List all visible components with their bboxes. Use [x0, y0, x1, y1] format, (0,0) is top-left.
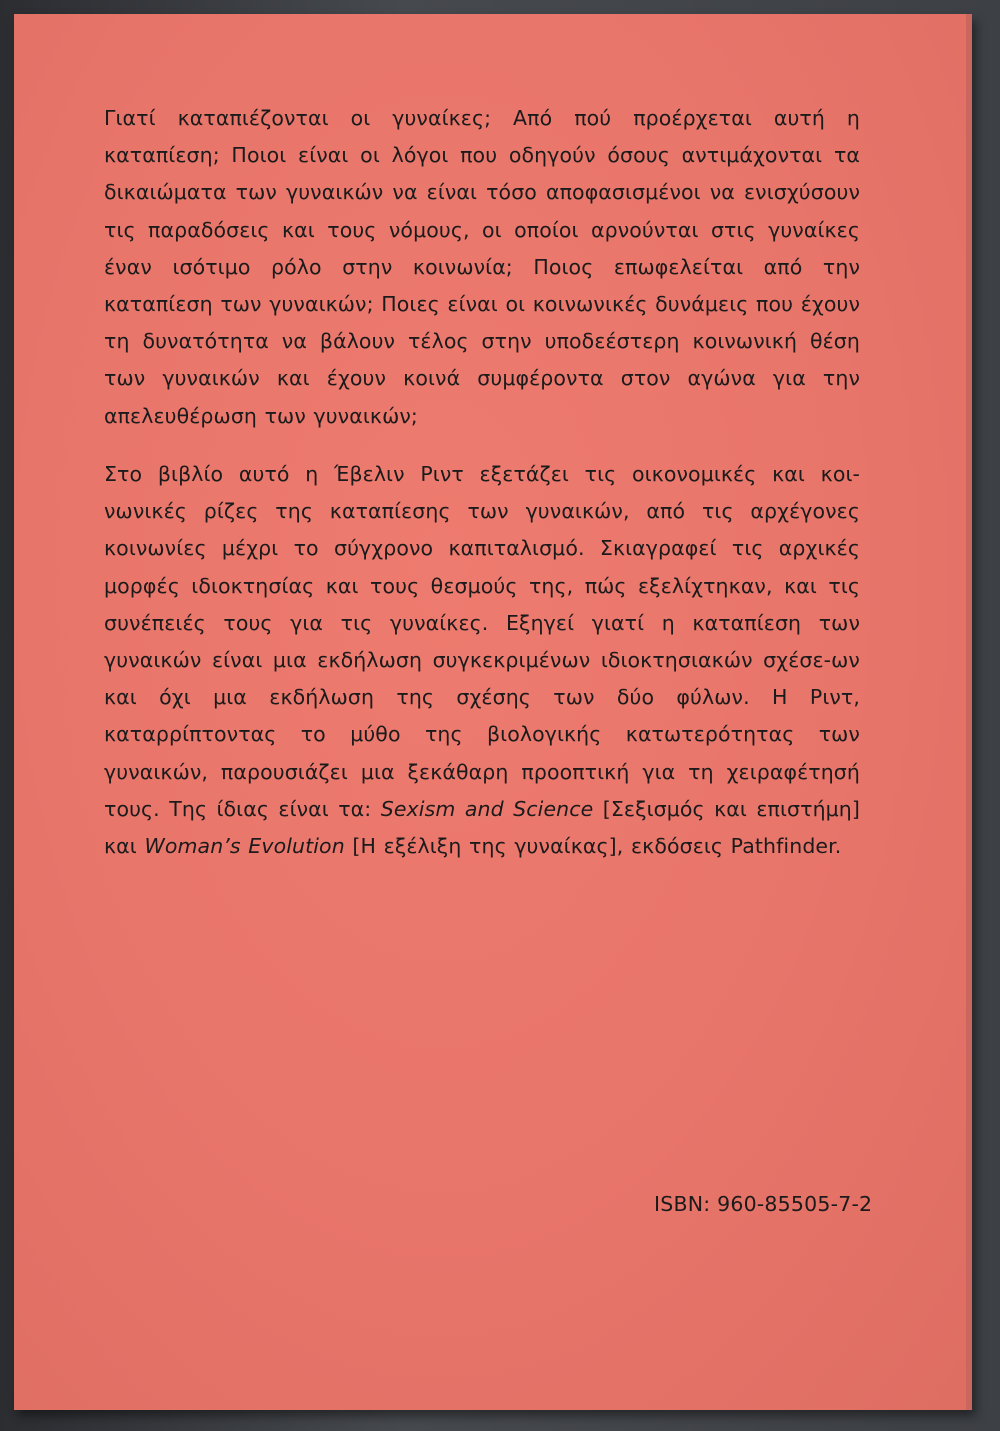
paragraph-2-ending: [Η εξέλιξη της γυναίκας], εκδόσεις Pathfinder.	[344, 834, 842, 859]
book-title-womans-evolution: Woman’s Evolution	[144, 834, 345, 859]
paragraph-2-text	[104, 456, 860, 865]
blurb-paragraph-description	[104, 456, 860, 865]
paragraph-1-text: Γιατί καταπιέζονται οι γυναίκες; Από πού προέρχεται αυτή η καταπίεση; Ποιοι είναι οι λόγοι που οδηγούν όσους αντιμάχονται τα δικαιώματα των γυναικών να είναι τόσο αποφασισμένοι να ενισχύσουν τις παραδόσεις και τους νόμους, οι οποίοι αρνούνται στις γυναίκες έναν ισότιμο ρόλο στην κοινωνία; Ποιος επωφελείται από την καταπίεση των γυναικών; Ποιες είναι οι κοινωνικές δυνάμεις που έχουν τη δυνατότητα να βάλουν τέλος στην υποδεέστερη κοινωνική θέση των γυναικών και έχουν κοινά συμφέροντα στον αγώνα για την απελευθέρωση των γυναικών;	[104, 106, 860, 428]
book-title-sexism-and-science: Sexism and Science	[380, 796, 594, 821]
isbn-number: ISBN: 960-85505-7-2	[654, 1192, 873, 1216]
blurb-paragraph-questions	[104, 100, 860, 435]
paragraph-2-middle: [Σεξισμός και επιστήμη] και	[104, 796, 860, 859]
paragraph-2-intro: Στο βιβλίο αυτό η Έβελιν Ριντ εξετάζει τις οικονομικές και κοι-νωνικές ρίζες της καταπίεσης των γυναικών, από τις αρχέγονες κοινωνίες μέχρι το σύγχρονο καπιταλισμό. Σκιαγραφεί τις αρχικές μορφές ιδιοκτησίας και τους θεσμούς της, πώς εξελίχτηκαν, και τις συνέπειές τους για τις γυναίκες. Εξηγεί γιατί η καταπίεση των γυναικών είναι μια εκδήλωση συγκεκριμένων ιδιοκτησιακών σχέσε-ων και όχι μια εκδήλωση της σχέσης των δύο φύλων. Η Ριντ, καταρρίπτοντας το μύθο της βιολογικής κατωτερότητας των γυναικών, παρουσιάζει μια ξεκάθαρη προοπτική για τη χειραφέτησή τους. Της ίδιας είναι τα:	[104, 462, 860, 821]
